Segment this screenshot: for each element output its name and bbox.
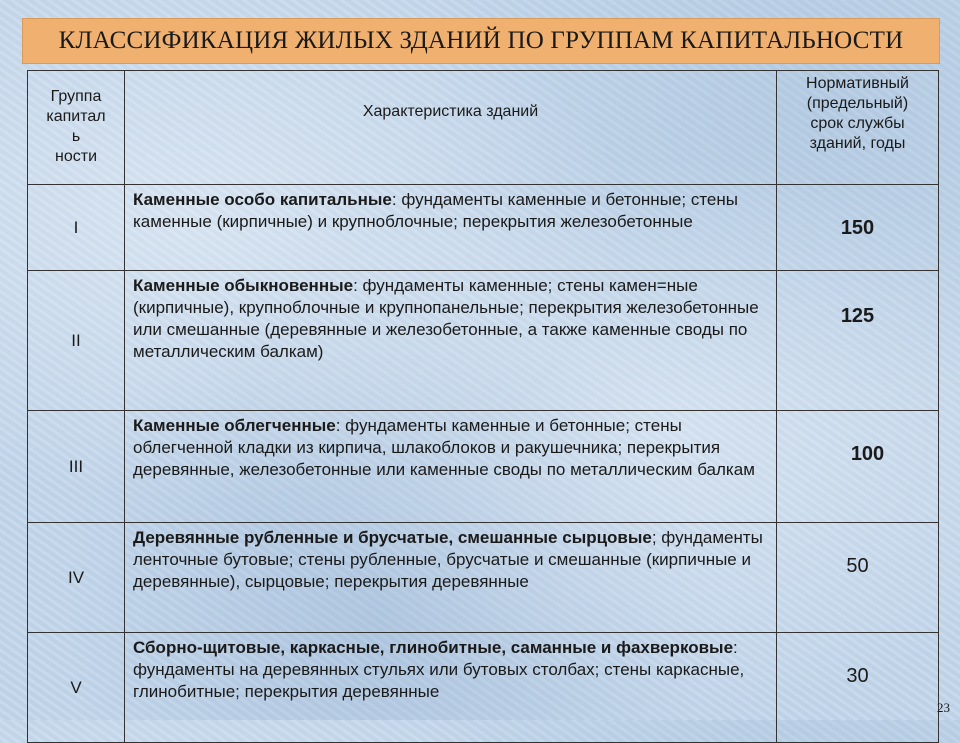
row-term	[777, 633, 939, 743]
row-description	[125, 411, 777, 523]
row-text: : фундаменты каменные и бетонные; стены облегченной кладки из кирпича, шлакоблоков и ракушечника; перекрытия деревянные, железобетонные или каменные своды по металлическим балкам	[133, 416, 755, 479]
slide-title: КЛАССИФИКАЦИЯ ЖИЛЫХ ЗДАНИЙ ПО ГРУППАМ КАПИТАЛЬНОСТИ	[58, 27, 904, 54]
row-group: V	[28, 633, 125, 743]
row-term	[777, 523, 939, 633]
row-title: Каменные облегченные	[133, 416, 336, 435]
row-group: III	[28, 411, 125, 523]
table-row	[28, 523, 939, 633]
header-term-line: (предельный)	[806, 95, 909, 112]
row-title: Каменные особо капитальные	[133, 190, 392, 209]
header-term-line: Нормативный	[806, 75, 909, 92]
row-term	[777, 271, 939, 411]
row-group: I	[28, 185, 125, 271]
table-row	[28, 271, 939, 411]
row-description	[125, 523, 777, 633]
table-row	[28, 411, 939, 523]
row-text: : фундаменты каменные и бетонные; стены каменные (кирпичные) и крупноблочные; перекрытия железобетонные	[133, 190, 738, 231]
header-term-line: зданий, годы	[809, 135, 906, 152]
header-group	[28, 71, 125, 185]
row-title: Деревянные рубленные и брусчатые, смешанные сырцовые	[133, 528, 652, 547]
row-term	[777, 185, 939, 271]
header-group-line: капитал	[46, 107, 106, 125]
page-number: 23	[937, 700, 950, 715]
row-term-value: 50	[846, 555, 869, 577]
row-term-value: 150	[840, 217, 875, 239]
row-text: ; фундаменты ленточные бутовые; стены рубленные, брусчатые и смешанные (кирпичные и деревянные), сырцовые; перекрытия деревянные	[133, 528, 763, 591]
header-group-line: ности	[55, 147, 97, 165]
header-group-line: Группа	[50, 87, 102, 105]
row-term-value: 125	[840, 305, 875, 327]
slide-title-bar	[22, 18, 940, 64]
row-group: IV	[28, 523, 125, 633]
table-header-row	[28, 71, 939, 185]
header-term	[777, 71, 939, 185]
row-group: II	[28, 271, 125, 411]
row-term-value: 100	[850, 443, 885, 465]
classification-table	[27, 70, 939, 743]
row-description	[125, 271, 777, 411]
row-term-value: 30	[846, 665, 869, 687]
header-term-line: срок службы	[810, 115, 905, 132]
table-row	[28, 185, 939, 271]
header-characteristic: Характеристика зданий	[125, 71, 777, 185]
row-text: : фундаменты на деревянных стульях или бутовых столбах; стены каркасные, глинобитные; перекрытия деревянные	[133, 638, 745, 701]
row-description	[125, 185, 777, 271]
row-text: : фундаменты каменные; стены камен=ные (кирпичные), крупноблочные и крупнопанельные; перекрытия железобетонные или смешанные (деревянные и железобетонные, а также каменные своды по металлическим балкам)	[133, 276, 759, 361]
row-term	[777, 411, 939, 523]
table-row	[28, 633, 939, 743]
row-title: Сборно-щитовые, каркасные, глинобитные, саманные и фахверковые	[133, 638, 734, 657]
row-description	[125, 633, 777, 743]
header-group-line: ь	[71, 127, 81, 145]
row-title: Каменные обыкновенные	[133, 276, 354, 295]
